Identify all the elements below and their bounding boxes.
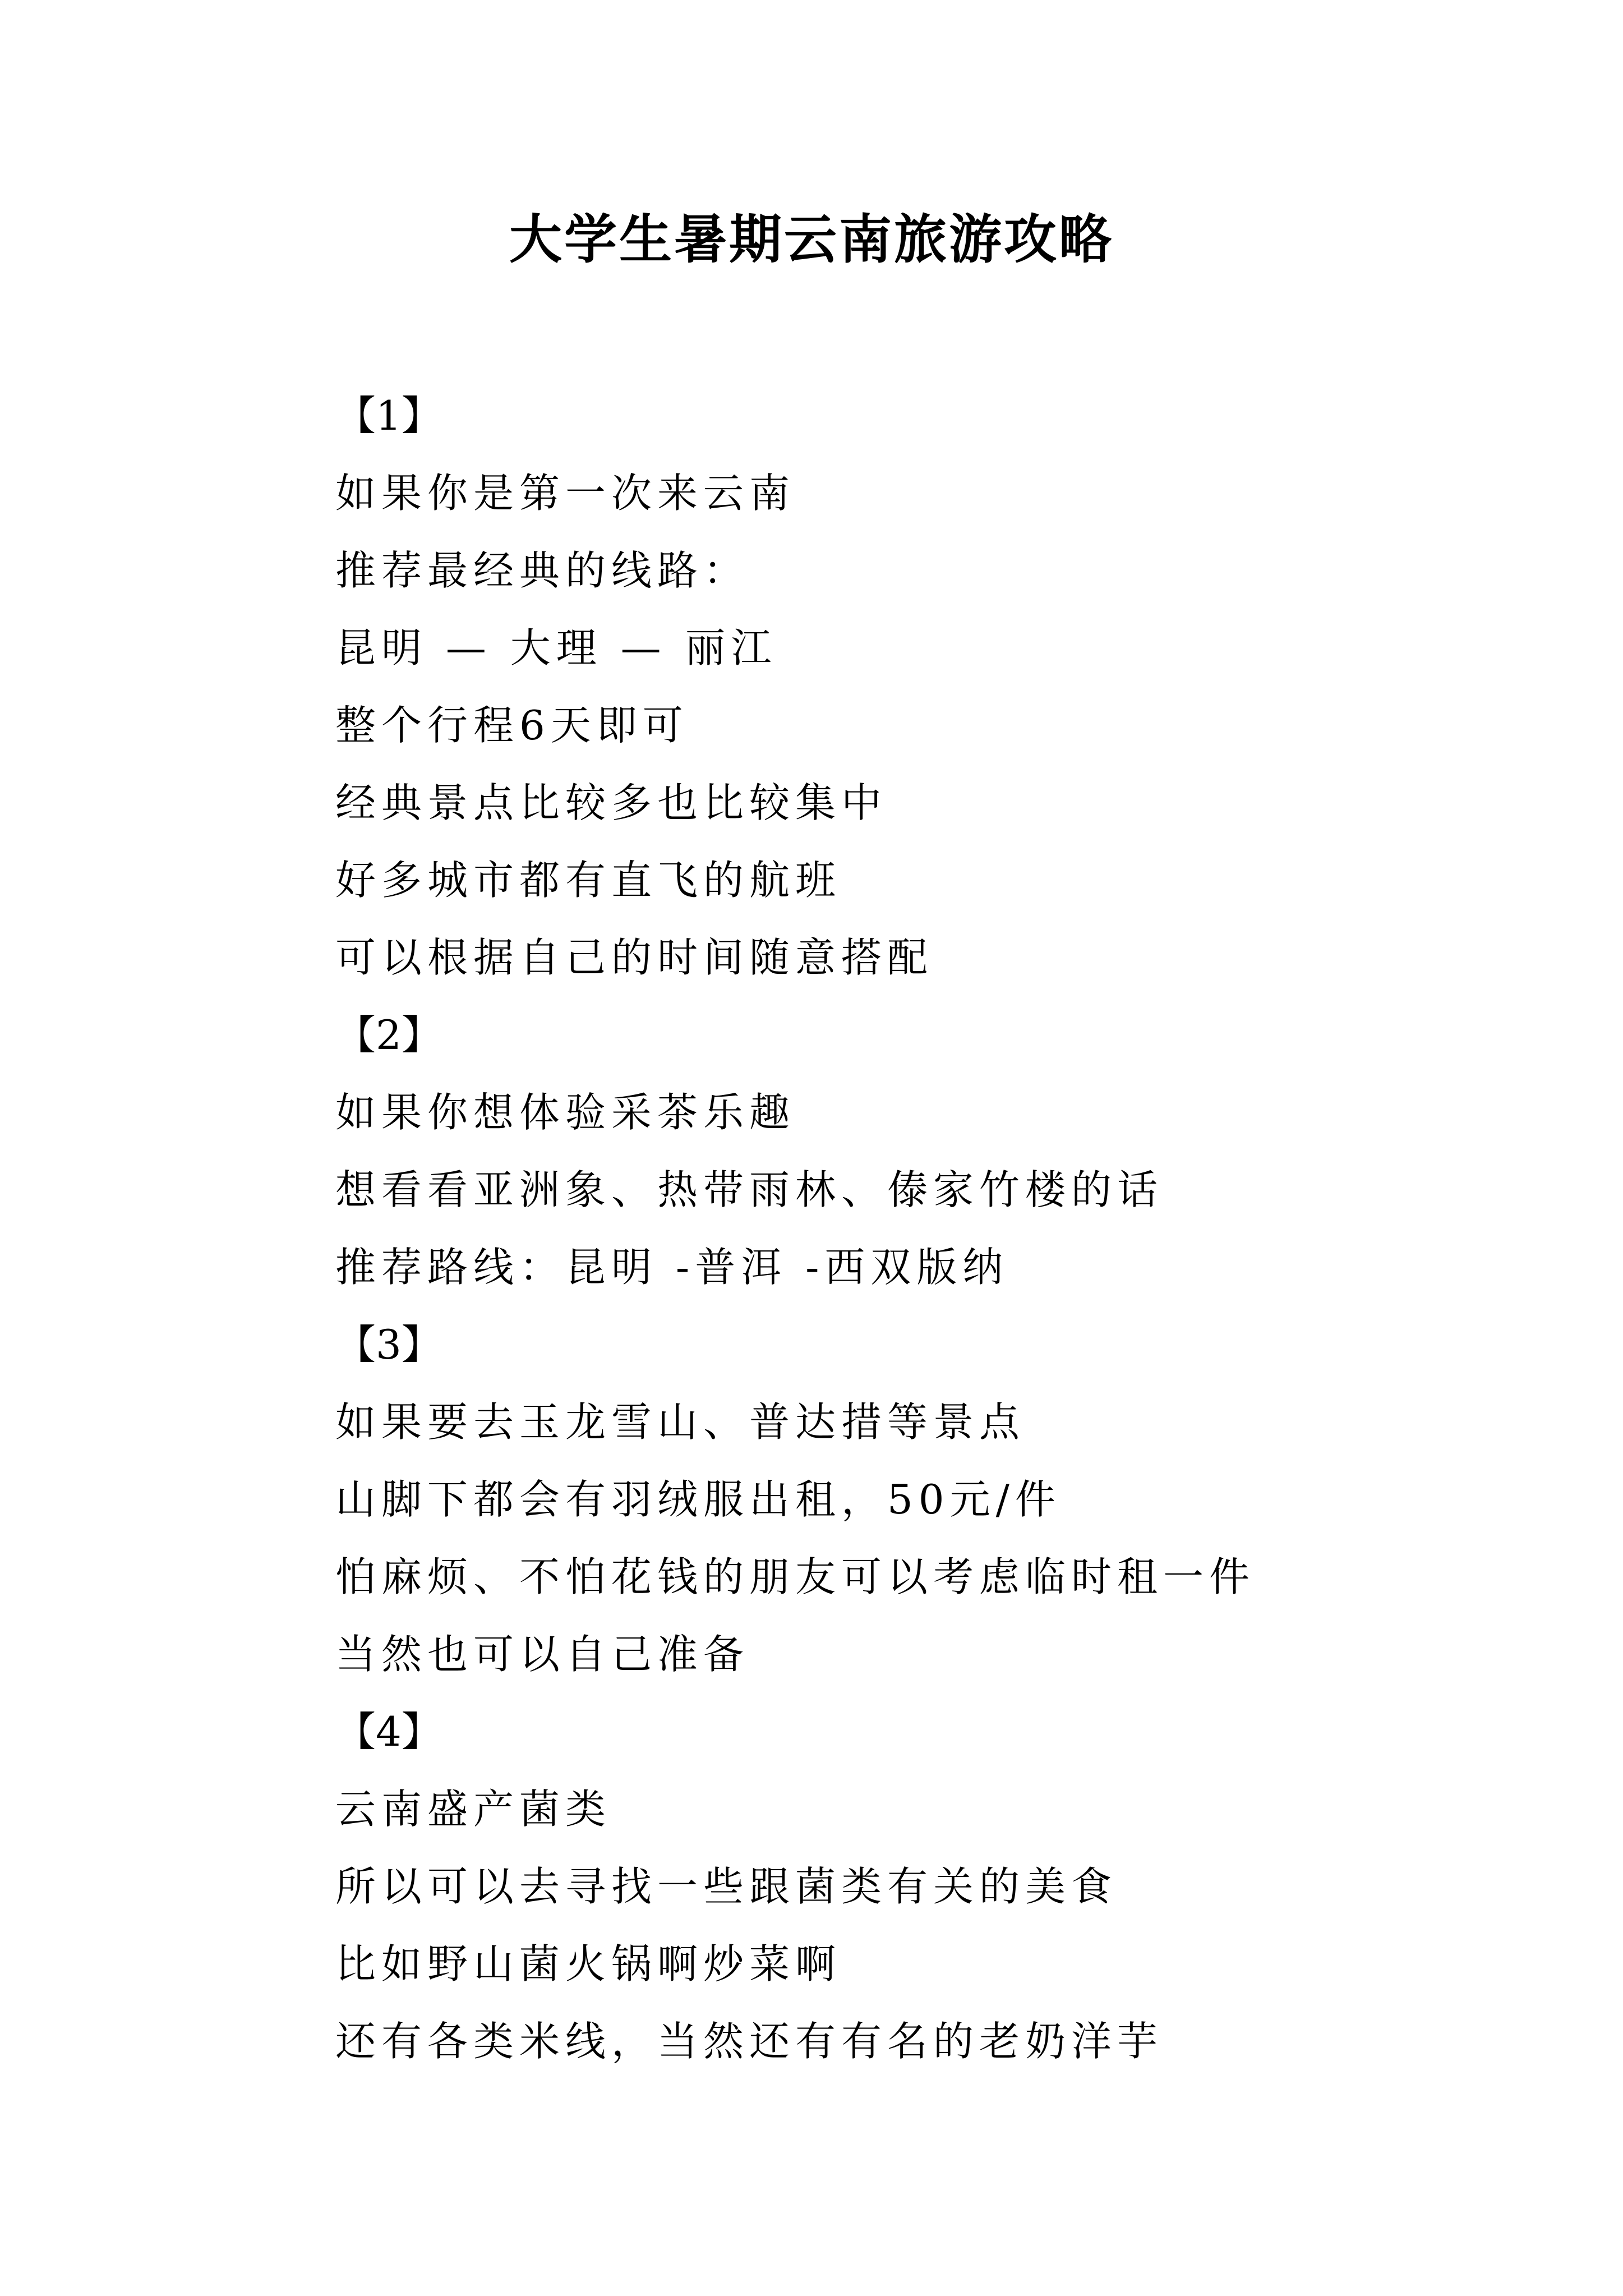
- document-body: [335, 377, 1569, 2080]
- section-marker-3: 【3】: [335, 1321, 442, 1368]
- text-line: 整个行程6天即可: [335, 702, 689, 749]
- text-line: 当然也可以自己准备: [335, 1631, 750, 1678]
- text-line: 经典景点比较多也比较集中: [335, 779, 888, 826]
- document-title: 大学生暑期云南旅游攻略: [509, 209, 1114, 270]
- text-line: 好多城市都有直飞的航班: [335, 857, 842, 904]
- text-line: 想看看亚洲象、热带雨林、傣家竹楼的话: [335, 1166, 1164, 1213]
- text-line: 怕麻烦、不怕花钱的朋友可以考虑临时租一件: [335, 1553, 1256, 1600]
- text-line: 昆明 — 大理 — 丽江: [335, 624, 777, 671]
- text-line: 可以根据自己的时间随意搭配: [335, 934, 934, 981]
- text-line: 所以可以去寻找一些跟菌类有关的美食: [335, 1863, 1118, 1910]
- text-line: 如果你想体验采茶乐趣: [335, 1089, 796, 1136]
- text-line: 云南盛产菌类: [335, 1786, 612, 1833]
- text-line: 推荐最经典的线路：: [335, 547, 750, 594]
- text-line: 推荐路线：昆明 -普洱 -西双版纳: [335, 1244, 1009, 1291]
- text-line: 如果要去玉龙雪山、普达措等景点: [335, 1398, 1026, 1446]
- section-marker-1: 【1】: [335, 392, 442, 439]
- text-line: 还有各类米线，当然还有有名的老奶洋芋: [335, 2018, 1164, 2065]
- section-marker-2: 【2】: [335, 1011, 442, 1059]
- text-line: 如果你是第一次来云南: [335, 470, 796, 517]
- text-line: 比如野山菌火锅啊炒菜啊: [335, 1940, 842, 1987]
- section-marker-4: 【4】: [335, 1708, 442, 1755]
- text-line: 山脚下都会有羽绒服出租，50元/件: [335, 1476, 1061, 1523]
